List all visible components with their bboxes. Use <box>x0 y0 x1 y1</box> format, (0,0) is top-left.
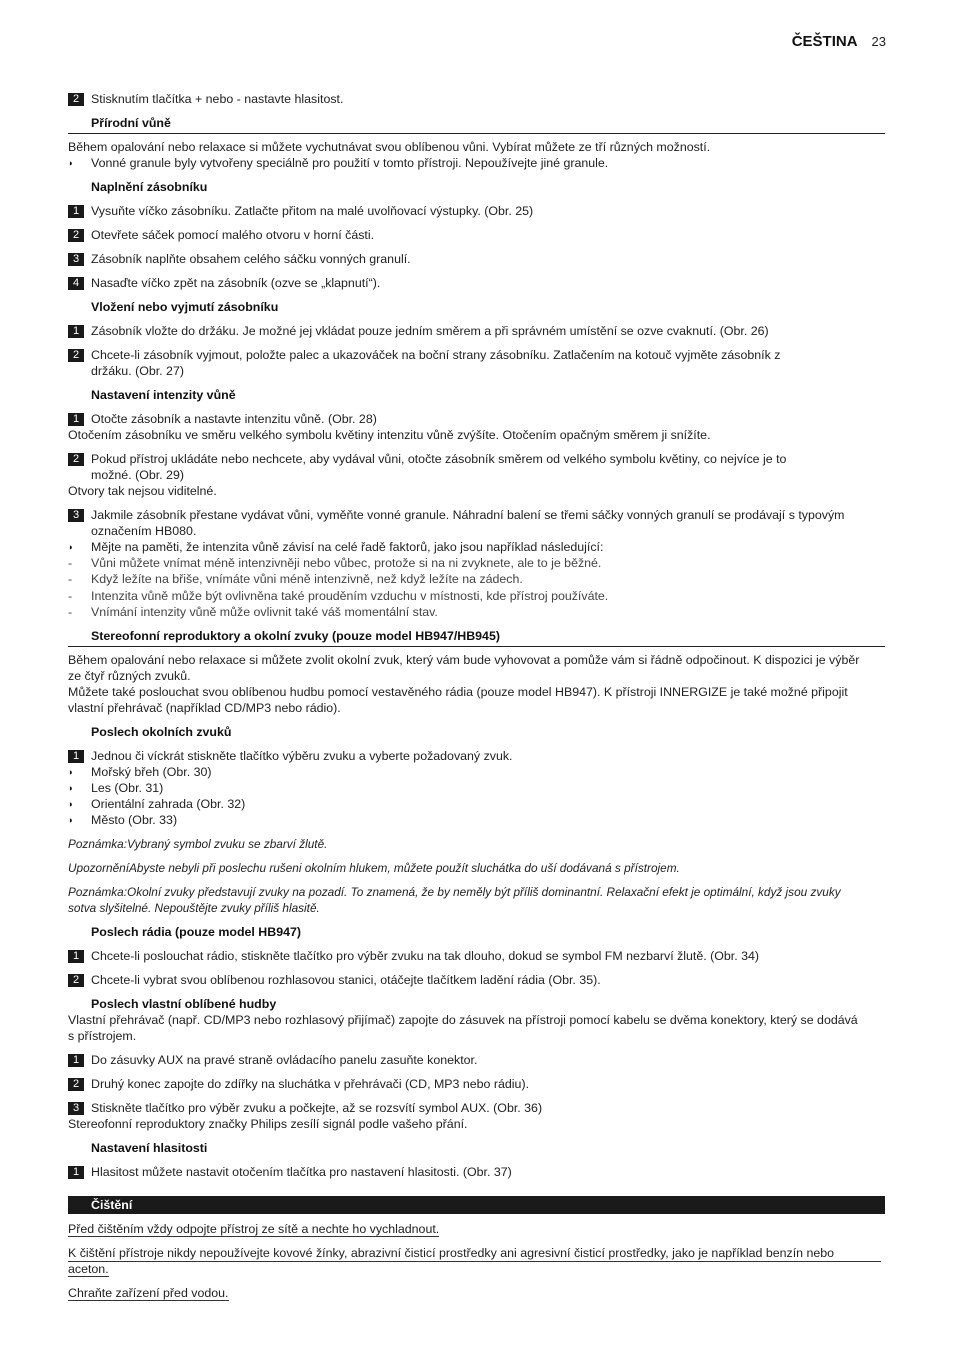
step-number: 3 <box>68 1102 84 1115</box>
step-text: Stiskněte tlačítko pro výběr zvuku a počkejte, až se rozsvítí symbol AUX. (Obr. 36) <box>91 1101 543 1115</box>
step-number: 2 <box>68 1078 84 1091</box>
step-text-cont: držáku. (Obr. 27) <box>91 364 184 378</box>
bullet-icon: ◗ <box>68 783 74 793</box>
bullet-text: Les (Obr. 31) <box>91 781 164 795</box>
subheading-insert: Vložení nebo vyjmutí zásobníku <box>91 300 279 314</box>
list-item: Vůni můžete vnímat méně intenzivněji nebo vůbec, protože si na ni zvyknete, ale to je běžné. <box>91 556 602 570</box>
step-number: 2 <box>68 229 84 242</box>
step-number: 1 <box>68 325 84 338</box>
step-text: Druhý konec zapojte do zdířky na sluchátka v přehrávači (CD, MP3 nebo rádiu). <box>91 1077 530 1091</box>
step-text: Chcete-li zásobník vyjmout, položte palec a ukazováček na boční strany zásobníku. Zatlačením na kotouč vyjměte zásobník z <box>91 348 781 362</box>
paragraph: Během opalování nebo relaxace si můžete vychutnávat svou oblíbenou vůni. Vybírat můžete ze tří různých možností. <box>68 140 711 154</box>
step-text: Zásobník vložte do držáku. Je možné jej vkládat pouze jedním směrem a při správném umístění se ozve cvaknutí. (Obr. 26) <box>91 324 769 338</box>
note-cont: sotva slyšitelné. Nepouštějte zvuky příliš hlasitě. <box>68 901 320 915</box>
step-number: 1 <box>68 1054 84 1067</box>
bullet-icon: ◗ <box>68 767 74 777</box>
bullet-text: Vonné granule byly vytvořeny speciálně pro použití v tomto přístroji. Nepoužívejte jiné granule. <box>91 156 609 170</box>
paragraph-cont: s přístrojem. <box>68 1029 137 1043</box>
cleaning-warning <box>68 1285 885 1301</box>
step-text: Chcete-li poslouchat rádio, stiskněte tlačítko pro výběr zvuku na tak dlouho, dokud se symbol FM nezbarví žlutě. (Obr. 34) <box>91 949 760 963</box>
dash-icon: - <box>68 605 73 619</box>
list-item: Vnímání intenzity vůně může ovlivnit také váš momentální stav. <box>91 605 438 619</box>
subheading-stereo: Stereofonní reproduktory a okolní zvuky (pouze model HB947/HB945) <box>91 629 500 643</box>
bullet-icon: ◗ <box>68 158 74 168</box>
bullet-icon: ◗ <box>68 815 74 825</box>
dash-icon: - <box>68 572 73 586</box>
step-number: 1 <box>68 1166 84 1179</box>
bullet-text: Mějte na paměti, že intenzita vůně závisí na celé řadě faktorů, jako jsou například následující: <box>91 540 604 554</box>
step-text: Nasaďte víčko zpět na zásobník (ozve se „klapnutí“). <box>91 276 381 290</box>
list-item: Intenzita vůně může být ovlivněna také prouděním vzduchu v místnosti, kde přístroj používáte. <box>91 589 609 603</box>
paragraph-cont: vlastní přehrávač (například CD/MP3 nebo rádio). <box>68 701 341 715</box>
page-header <box>792 33 886 50</box>
step-number: 1 <box>68 950 84 963</box>
paragraph-cont: ze čtyř různých zvuků. <box>68 669 191 683</box>
step-text: Hlasitost můžete nastavit otočením tlačítka pro nastavení hlasitosti. (Obr. 37) <box>91 1165 512 1179</box>
language-label: ČEŠTINA <box>791 33 858 50</box>
step-text: Do zásuvky AUX na pravé straně ovládacího panelu zasuňte konektor. <box>91 1053 478 1067</box>
dash-icon: - <box>68 589 73 603</box>
cleaning-warning-text: aceton. <box>68 1262 109 1276</box>
bullet-text: Město (Obr. 33) <box>91 813 178 827</box>
bullet-text: Orientální zahrada (Obr. 32) <box>91 797 246 811</box>
bullet-text: Mořský břeh (Obr. 30) <box>91 765 212 779</box>
warning: UpozorněníAbyste nebyli při poslechu rušeni okolním hlukem, můžete použít sluchátka do uší dodávaná s přístrojem. <box>68 861 680 875</box>
step-text-cont: možné. (Obr. 29) <box>91 468 184 482</box>
step-number: 3 <box>68 509 84 522</box>
step-number: 1 <box>68 205 84 218</box>
list-item: Když ležíte na břiše, vnímáte vůni méně intenzivně, než když ležíte na zádech. <box>91 572 523 586</box>
step-text: Otočte zásobník a nastavte intenzitu vůně. (Obr. 28) <box>91 412 377 426</box>
step-number: 2 <box>68 974 84 987</box>
section-rule <box>68 133 885 134</box>
section-rule <box>68 646 885 647</box>
step-text: Pokud přístroj ukládáte nebo nechcete, aby vydával vůni, otočte zásobník směrem od velkého symbolu květiny, co nejvíce je to <box>91 452 787 466</box>
step-text: Jakmile zásobník přestane vydávat vůni, vyměňte vonné granule. Náhradní balení se třemi sáčky vonných granulí se prodávají s typovým <box>91 508 845 522</box>
step-note: Otočením zásobníku ve směru velkého symbolu květiny intenzitu vůně zvýšíte. Otočením opačným směrem ji snížíte. <box>68 428 711 442</box>
step-text: Vysuňte víčko zásobníku. Zatlačte přitom na malé uvolňovací výstupky. (Obr. 25) <box>91 204 534 218</box>
paragraph: Během opalování nebo relaxace si můžete zvolit okolní zvuk, který vám bude vyhovovat a pomůže vám si řádně odpočinout. K dispozici je výběr <box>68 653 860 667</box>
subheading-intensity: Nastavení intenzity vůně <box>91 388 236 402</box>
note: Poznámka:Okolní zvuky představují zvuky na pozadí. To znamená, že by neměly být příliš dominantní. Relaxační efekt je optimální, když jsou zvuky <box>68 885 841 899</box>
subheading-volume: Nastavení hlasitosti <box>91 1141 208 1155</box>
step-note: Otvory tak nejsou viditelné. <box>68 484 217 498</box>
step-number: 1 <box>68 413 84 426</box>
subheading-natural-scent: Přírodní vůně <box>91 116 171 130</box>
step-text: Chcete-li vybrat svou oblíbenou rozhlasovou stanici, otáčejte tlačítkem ladění rádia (Obr. 35). <box>91 973 601 987</box>
subheading-radio: Poslech rádia (pouze model HB947) <box>91 925 302 939</box>
section-heading-label: Čištění <box>91 1198 133 1212</box>
step-text: Otevřete sáček pomocí malého otvoru v horní části. <box>91 228 375 242</box>
cleaning-warning: K čištění přístroje nikdy nepoužívejte kovové žínky, abrazivní čisticí prostředky ani agresivní čisticí prostředky, jako je například benzín nebo <box>68 1245 881 1262</box>
subheading-fill: Naplnění zásobníku <box>91 180 208 194</box>
bullet-icon: ◗ <box>68 542 74 552</box>
step-number: 2 <box>68 453 84 466</box>
dash-icon: - <box>68 556 73 570</box>
subheading-ambient: Poslech okolních zvuků <box>91 725 232 739</box>
cleaning-warning-text: Před čištěním vždy odpojte přístroj ze sítě a nechte ho vychladnout. <box>68 1222 440 1236</box>
cleaning-warning <box>68 1221 885 1237</box>
cleaning-warning-text: Chraňte zařízení před vodou. <box>68 1286 229 1300</box>
paragraph: Můžete také poslouchat svou oblíbenou hudbu pomocí vestavěného rádia (pouze model HB947). K přístroji INNERGIZE je také možné připojit <box>68 685 848 699</box>
step-text: Jednou či víckrát stiskněte tlačítko výběru zvuku a vyberte požadovaný zvuk. <box>91 749 513 763</box>
step-text: Zásobník naplňte obsahem celého sáčku vonných granulí. <box>91 252 411 266</box>
cleaning-warning-cont <box>68 1261 885 1277</box>
step-number: 4 <box>68 277 84 290</box>
paragraph: Vlastní přehrávač (např. CD/MP3 nebo rozhlasový přijímač) zapojte do zásuvek na přístroji pomocí kabelu se dvěma konektory, který se dodává <box>68 1013 858 1027</box>
section-heading-cleaning <box>68 1196 885 1214</box>
step-number: 2 <box>68 93 84 106</box>
subheading-music: Poslech vlastní oblíbené hudby <box>91 997 277 1011</box>
page-number: 23 <box>871 34 886 49</box>
step-text: Stisknutím tlačítka + nebo - nastavte hlasitost. <box>91 92 344 106</box>
step-number: 1 <box>68 750 84 763</box>
step-text-cont: označením HB080. <box>91 524 197 538</box>
step-number: 2 <box>68 349 84 362</box>
step-note: Stereofonní reproduktory značky Philips zesílí signál podle vašeho přání. <box>68 1117 468 1131</box>
note: Poznámka:Vybraný symbol zvuku se zbarví žlutě. <box>68 837 328 851</box>
step-number: 3 <box>68 253 84 266</box>
bullet-icon: ◗ <box>68 799 74 809</box>
